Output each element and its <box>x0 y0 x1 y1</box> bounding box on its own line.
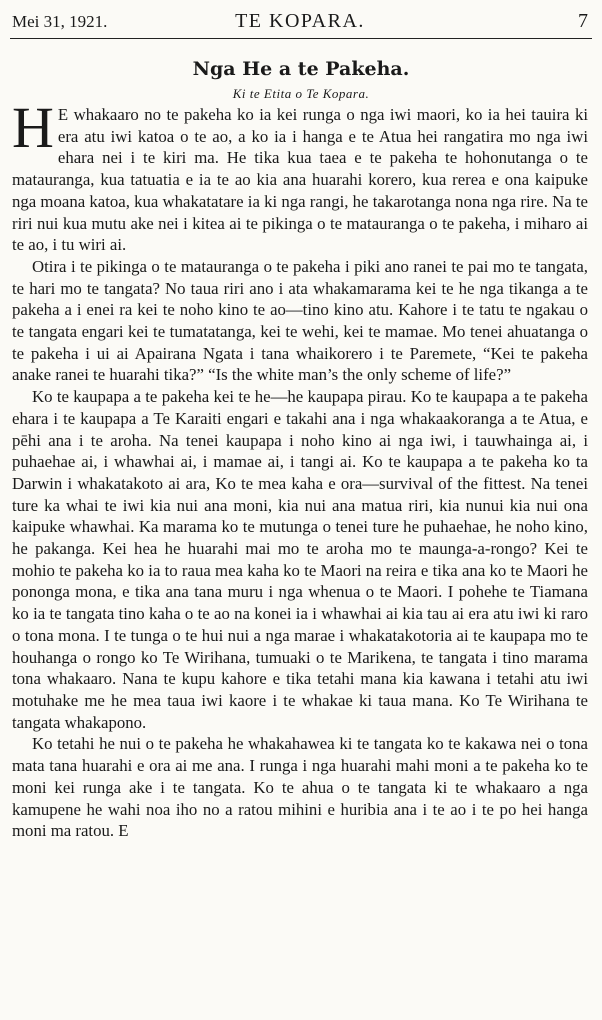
paragraph-1 <box>12 95 588 256</box>
article-body <box>12 95 588 842</box>
paragraph-3: Ko te kaupapa a te pakeha kei te he—he kaupapa pirau. Ko te kaupapa a te pakeha ehara i te kaupapa a Te Karaiti engari e takahi ana i nga whakaakoranga a te Atua, e pēhi ana i te aroha. Na tenei kaupapa i noho kino ai nga iwi, i tauwhainga ai, i puhaehae ai, i whawhai ai, i mamae ai, i tangi ai. Ko te kaupapa a te pakeha ko ta Darwin i whakatakoto ai ara, Ko te mea kaha e ora—survival of the fittest. Na tenei ture ka whai te iwi kia nui ana moni, kia nui ana matua riri, kia nunui kia nui ona kaipuke whawhai. Ka marama ko te mutunga o tenei ture he puhaehae, he noho kino, he pakanga. Kei hea he huarahi mai mo te aroha mo te maunga-a-rongo? Kei te mohio te pakeha ko ia to raua mea kaha ko te Maori na reira e tika ana ko te Maori he pononga mona, e tika ana tana muru i nga whenua o te Maori. I pohehe te Tiamana ko ia te tangata tino kaha o te ao na konei ia i whawhai ai kia tau ai era atu iwi ki raro o tona mona. I te tunga o te hui nui a nga marae i whakatakotoria ai te kaupapa mo te houhanga o rongo ko Te Wirihana, tumuaki o te Marikena, te tangata i tino marama tona whakaaro. Nana te kupu kahore e tika tetahi mana kia kawana i tetahi atu iwi motuhake me he mea taua iwi kaore i te whakae ki taua mana. Ko Te Wirihana te tangata whakapono. <box>12 387 588 732</box>
paragraph-4: Ko tetahi he nui o te pakeha he whakahawea ki te tangata ko te kakawa nei o tona mata tana huarahi e ora ai me ana. I runga i nga huarahi mahi moni a te pakeha ko te moni kei runga ake i te tangata. Ko te ahua o te tangata ki te whakaaro a nga kamupene he wahi noa iho no a ratou mihini e huribia ana i te ao i te po hei hanga moni ma ratou. E <box>12 734 588 841</box>
article-title: Nga He a te Pakeha. <box>192 58 410 80</box>
header-rule <box>10 38 592 39</box>
article-subtitle: Ki te Etita o Te Kopara. <box>232 86 370 101</box>
running-header <box>12 8 588 34</box>
page-number: 7 <box>578 10 588 32</box>
paragraph-1-text: E whakaaro no te pakeha ko ia kei runga o nga iwi maori, ko ia hei tauira ki era atu iwi katoa o te ao, a ko ia i hanga e te Atua hei rangatira mo nga iwi ehara nei i te kiri ma. He tika kua taea e te pakeha te hohonutanga o te matauranga, kua tatuatia e ia te ao kia ana huarahi korero, kua rerea e ona kaipuke nga moana katoa, kua whakatatare ia ki nga rangi, he takarotanga nona nga rire. Na te riri nui kua mutu ake nei i kitea ai te pikinga o te matauranga o te pakeha, i miharo ai te ao, i tu wiri ai. <box>12 105 588 255</box>
drop-cap: H <box>12 95 54 160</box>
paragraph-2: Otira i te pikinga o te matauranga o te pakeha i piki ano ranei te pai mo te tangata, te hari mo te tangata? No taua riri ano i ata whakamarama kei te he nga tikanga a te pakeha a i enei ra kei te noho kino te ao—tino kino atu. Kahore i te tatu te ngakau o te tangata engari kei te tumatatanga, kei te wehi, kei te mamae. Mo tenei ahuatanga o te pakeha i ui ai Apairana Ngata i tana whaikorero i te Paremete, “Kei te pakeha anake ranei te huarahi tika?” “Is the white man’s the only scheme of life?” <box>12 256 588 385</box>
issue-date: Mei 31, 1921. <box>12 12 108 31</box>
newspaper-name: TE KOPARA. <box>235 10 365 32</box>
